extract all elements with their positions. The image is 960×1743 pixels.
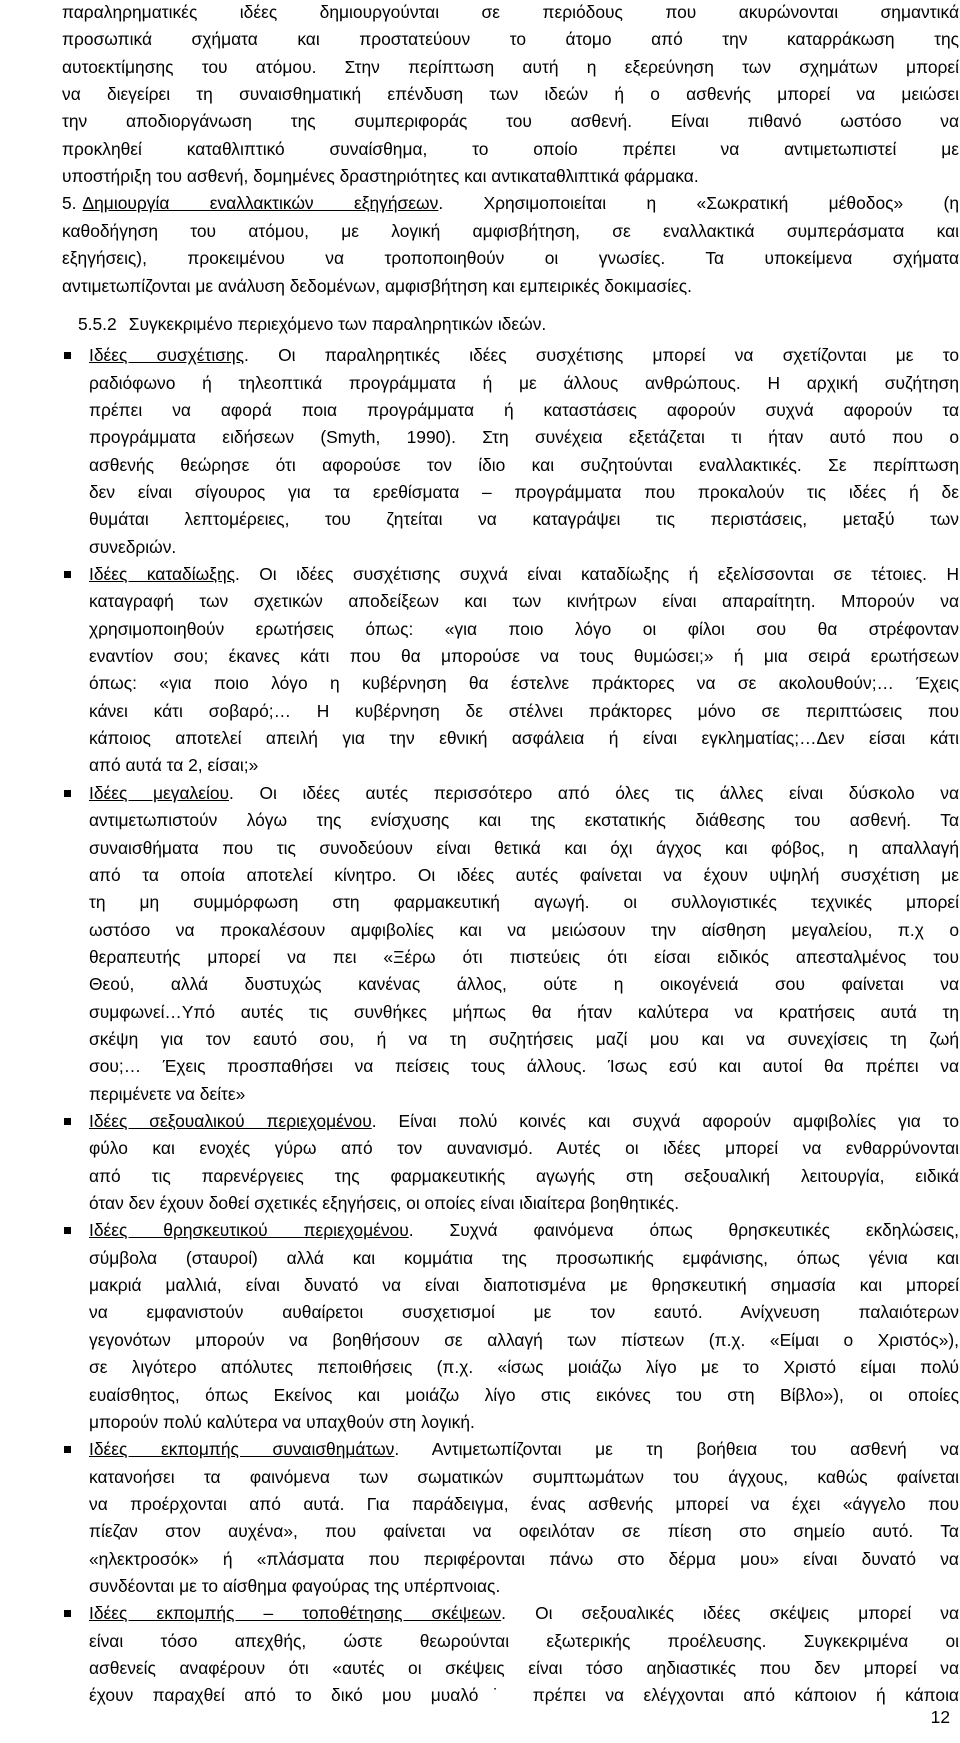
bullet-text-line (89, 1247, 959, 1269)
line-text: πίεζαν στον αυχένα», που φαίνεται να οφειλόταν σε πίεση στο σημείο αυτό. Τα (89, 1521, 959, 1542)
line-text: θυμάται λεπτομέρειες, του ζητείται να καταγράψει τις περιστάσεις, μεταξύ των (89, 509, 959, 530)
line-text: πρέπει να αφορά ποια προγράμματα ή καταστάσεις αφορούν συχνά αφορούν τα (89, 399, 959, 420)
bullet-text-line (89, 837, 959, 859)
line-text: . Οι ιδέες αυτές περισσότερο από όλες τις άλλες είναι δύσκολο να (229, 782, 959, 803)
line-text: προγράμματα ειδήσεων (Smyth, 1990). Στη συνέχεια εξετάζεται τι ήταν αυτό που ο (89, 427, 959, 448)
line-text: συναισθήματα που τις συνοδεύουν είναι θετικά και όχι άγχος και φόβος, η απαλλαγή (89, 837, 959, 858)
line-text: ευαίσθητος, όπως Εκείνος και μοιάζω λίγο στις εικόνες του στη Βίβλο»), οι οποίες (89, 1384, 959, 1405)
bullet-text-line (89, 1028, 959, 1050)
bullet-square-icon (64, 790, 71, 797)
line-text: ραδιόφωνο ή τηλεοπτικά προγράμματα ή με άλλους ανθρώπους. Η αρχική συζήτηση (89, 372, 959, 393)
bullet-term: Ιδέες σεξουαλικού περιεχομένου (89, 1111, 372, 1131)
line-text: φύλο και ενοχές γύρω από τον αυνανισμό. Αυτές οι ιδέες μπορεί να ενθαρρύνονται (89, 1138, 959, 1159)
bullet-text-line (89, 426, 959, 448)
bullet-text-line (89, 809, 959, 831)
line-text: από τις παρενέργειες της φαρμακευτικής αγωγής στη σεξουαλική λειτουργία, ειδικά (89, 1165, 959, 1186)
bullet-text-line (89, 590, 959, 612)
bullet-item-line (89, 1110, 959, 1132)
bullet-text-line (89, 1165, 959, 1187)
bullet-text-line (89, 891, 959, 913)
bullet-text-line (89, 672, 959, 694)
line-text: καταγραφή των σχετικών αποδείξεων και των κινήτρων είναι απαραίτητη. Μπορούν να (89, 591, 959, 612)
line-text: συνδέονται με το αίσθημα φαγούρας της υπέρπνοιας. (89, 1575, 501, 1596)
bullet-text-line (89, 754, 959, 776)
line-text: ασθενής θεώρησε ότι αφορούσε τον ίδιο και συζητούνται εναλλακτικές. Σε περίπτωση (89, 454, 959, 475)
bullet-text-line (89, 1001, 959, 1023)
bullet-text-line (89, 919, 959, 941)
bullet-text-line (89, 372, 959, 394)
line-text: την αποδιοργάνωση της συμπεριφοράς του ασθενή. Είναι πιθανό ωστόσο να (62, 111, 959, 132)
paragraph-line (62, 275, 959, 297)
bullet-text-line (89, 618, 959, 640)
bullet-text-line (89, 536, 959, 558)
line-text: καθοδήγηση του ατόμου, με λογική αμφισβήτηση, σε εναλλακτικά συμπεράσματα και (62, 220, 959, 241)
line-text: εξηγήσεις), προκειμένου να τροποποιηθούν οι γνωσίες. Τα υποκείμενα σχήματα (62, 248, 959, 269)
line-text: μακριά μαλλιά, είναι δυνατό να είναι διαποτισμένα με θρησκευτική σημασία και μπορεί (89, 1275, 959, 1296)
line-text: όταν δεν έχουν δοθεί σχετικές εξηγήσεις, οι οποίες είναι ιδιαίτερα βοηθητικές. (89, 1193, 680, 1214)
bullet-text-line (89, 1192, 959, 1214)
line-text: . Αντιμετωπίζονται με τη βοήθεια του ασθενή να (394, 1439, 960, 1460)
line-text: σύμβολα (σταυροί) αλλά και κομμάτια της προσωπικής εμφάνισης, όπως γένια και (89, 1247, 959, 1268)
bullet-text-line (89, 399, 959, 421)
paragraph-line (62, 110, 959, 132)
line-text: να προέρχονται από αυτά. Για παράδειγμα, ένας ασθενής μπορεί να έχει «άγγελο που (89, 1493, 959, 1514)
line-text: έχουν παραχθεί από το δικό μου μυαλό˙ πρέπει να ελέγχονται από κάποιον ή κάποια (89, 1685, 959, 1706)
bullet-text-line (89, 973, 959, 995)
line-text: σου;… Έχεις προσπαθήσει να πείσεις τους άλλους. Ίσως εσύ και αυτοί θα πρέπει να (89, 1056, 959, 1077)
line-text: κάνει κάτι σοβαρό;… Η κυβέρνηση δε στέλνει πράκτορες μόνο σε περιπτώσεις που (89, 700, 959, 721)
line-text: . Συχνά φαινόμενα όπως θρησκευτικές εκδηλώσεις, (408, 1220, 960, 1241)
bullet-text-line (89, 1411, 959, 1433)
bullet-text-line (89, 481, 959, 503)
bullet-text-line (89, 454, 959, 476)
line-text: προσωπικά σχήματα και προστατεύουν το άτομο από την καταρράκωση της (62, 29, 959, 50)
bullet-text-line (89, 1083, 959, 1105)
bullet-square-icon (64, 571, 71, 578)
paragraph-line (62, 220, 959, 242)
line-text: δεν είναι σίγουρος για τα ερεθίσματα – προγράμματα που προκαλούν τις ιδέες ή δε (89, 481, 959, 502)
bullet-text-line (89, 1520, 959, 1542)
line-text: να εμφανιστούν αυθαίρετοι συσχετισμοί με τον εαυτό. Ανίχνευση παλαιότερων (89, 1302, 959, 1323)
bullet-square-icon (64, 1118, 71, 1125)
line-text: αντιμετωπιστούν λόγω της ενίσχυσης και της εκστατικής διάθεσης του ασθενή. Τα (89, 810, 959, 831)
bullet-square-icon (64, 1610, 71, 1617)
bullet-text-line (89, 508, 959, 530)
paragraph-line (62, 1, 959, 23)
line-text: . Οι σεξουαλικές ιδέες σκέψεις μπορεί να (501, 1603, 960, 1624)
bullet-text-line (89, 1466, 959, 1488)
bullet-text-line (89, 1630, 959, 1652)
line-text: Θεού, αλλά δυστυχώς κανένας άλλος, ούτε η οικογένειά σου φαίνεται να (89, 974, 959, 995)
line-text: αντιμετωπίζονται με ανάλυση δεδομένων, αμφισβήτηση και εμπειρικές δοκιμασίες. (62, 275, 692, 296)
line-text: . Οι ιδέες συσχέτισης συχνά είναι καταδίωξης ή εξελίσσονται σε τέτοιες. Η (235, 564, 959, 584)
paragraph-line (62, 247, 959, 269)
bullet-text-line (89, 1329, 959, 1351)
bullet-text-line (89, 1684, 959, 1706)
bullet-term: Ιδέες συσχέτισης (89, 345, 245, 366)
line-text: σκέψη για τον εαυτό σου, ή να τη συζητήσεις μαζί μου και να συνεχίσεις τη ζωή (89, 1028, 959, 1049)
bullet-term: Ιδέες μεγαλείου (89, 782, 230, 803)
bullet-item-line (89, 1602, 959, 1624)
line-text: κάποιος αποτελεί απειλή για την εθνική ασφάλεια ή είναι εγκληματίας;…Δεν είσαι κάτι (89, 728, 959, 749)
bullet-item-line (89, 1219, 959, 1241)
bullet-square-icon (64, 352, 71, 359)
bullet-item-line (89, 563, 959, 585)
bullet-text-line (89, 700, 959, 722)
bullet-text-line (89, 1301, 959, 1323)
bullet-term: Ιδέες θρησκευτικού περιεχομένου (89, 1220, 409, 1241)
numbered-item-line (62, 192, 959, 214)
section-title: Συγκεκριμένο περιεχόμενο των παραληρητικών ιδεών. (128, 313, 547, 334)
bullet-text-line (89, 1055, 959, 1077)
line-text: προκληθεί καταθλιπτικό συναίσθημα, το οποίο πρέπει να αντιμετωπιστεί με (62, 138, 959, 159)
bullet-square-icon (64, 1227, 71, 1234)
paragraph-line (62, 56, 959, 78)
line-text: να διεγείρει τη συναισθηματική επένδυση των ιδεών ή ο ασθενής μπορεί να μειώσει (62, 84, 959, 105)
line-text: ασθενείς αναφέρουν ότι «αυτές οι σκέψεις είναι τόσο αηδιαστικές που δεν μπορεί να (89, 1658, 959, 1678)
line-text: τη μη συμμόρφωση στη φαρμακευτική αγωγή. οι συλλογιστικές τεχνικές μπορεί (89, 892, 959, 913)
bullet-term: Ιδέες καταδίωξης (89, 564, 236, 584)
line-text: «ηλεκτροσόκ» ή «πλάσματα που περιφέρονται πάνω στο δέρμα μου» είναι δυνατό να (89, 1548, 959, 1569)
bullet-text-line (89, 1548, 959, 1570)
page-number: 12 (930, 1707, 950, 1727)
line-text: σε λιγότερο απόλυτες πεποιθήσεις (π.χ. «ίσως μοιάζω λίγο με το Χριστό είμαι πολύ (89, 1357, 959, 1378)
bullet-term: Ιδέες εκπομπής συναισθημάτων (89, 1439, 395, 1460)
paragraph-line (62, 28, 959, 50)
bullet-text-line (89, 1575, 959, 1597)
paragraph-line (62, 165, 959, 187)
bullet-text-line (89, 727, 959, 749)
bullet-item-line (89, 1438, 959, 1460)
line-text: θεραπευτής μπορεί να πει «Ξέρω ότι πιστεύεις ότι είσαι ειδικός απεσταλμένος του (89, 946, 959, 967)
line-text: . Οι παραληρητικές ιδέες συσχέτισης μπορεί να σχετίζονται με το (244, 345, 960, 366)
bullet-square-icon (64, 1446, 71, 1453)
line-text: είναι τόσο απεχθής, ώστε θεωρούνται εξωτερικής προέλευσης. Συγκεκριμένα οι (89, 1630, 959, 1651)
bullet-text-line (89, 946, 959, 968)
line-text: αυτοεκτίμησης του ατόμου. Στην περίπτωση αυτή η εξερεύνηση των σχημάτων μπορεί (62, 56, 959, 77)
line-text: παραληρηματικές ιδέες δημιουργούνται σε περιόδους που ακυρώνονται σημαντικά (62, 2, 959, 22)
line-text: όπως: «για ποιο λόγο η κυβέρνηση θα έστελνε πράκτορες να σε ακολουθούν;… Έχεις (89, 673, 959, 694)
section-heading (78, 313, 959, 335)
line-text: περιμένετε να δείτε» (89, 1083, 246, 1104)
section-number: 5.5.2 (78, 313, 117, 334)
line-text: από τα οποία αποτελεί κίνητρο. Οι ιδέες αυτές φαίνεται να έχουν υψηλή συσχέτιση με (89, 864, 959, 885)
bullet-text-line (89, 864, 959, 886)
item-heading: Δημιουργία εναλλακτικών εξηγήσεων (82, 193, 439, 214)
line-text: μπορούν πολύ καλύτερα να υπαχθούν στη λογική. (89, 1411, 475, 1432)
line-text: συνεδριών. (89, 536, 177, 557)
bullet-text-line (89, 1657, 959, 1679)
line-text: . Είναι πολύ κοινές και συχνά αφορούν αμφιβολίες για το (371, 1111, 960, 1131)
bullet-item-line (89, 344, 959, 366)
line-text: εναντίον σου; έκανες κάτι που θα μπορούσε να τους θυμώσει;» ή μια σειρά ερωτήσεων (89, 646, 959, 667)
line-text: συμφωνεί…Υπό αυτές τις συνθήκες μήπως θα ήταν καλύτερα να κρατήσεις αυτά τη (89, 1001, 959, 1022)
line-text: υποστήριξη του ασθενή, δομημένες δραστηριότητες και αντικαταθλιπτικά φάρμακα. (62, 166, 699, 187)
line-text: ωστόσο να προκαλέσουν αμφιβολίες και να μειώσουν την αίσθηση μεγαλείου, π.χ ο (89, 919, 959, 940)
bullet-text-line (89, 645, 959, 667)
bullet-text-line (89, 1384, 959, 1406)
bullet-term: Ιδέες εκπομπής – τοποθέτησης σκέψεων (89, 1603, 502, 1624)
bullet-text-line (89, 1274, 959, 1296)
line-text: από αυτά τα 2, είσαι;» (89, 755, 259, 776)
bullet-text-line (89, 1493, 959, 1515)
line-text: χρησιμοποιηθούν ερωτήσεις όπως: «για ποιο λόγο οι φίλοι σου θα στρέφονταν (89, 618, 959, 639)
bullet-text-line (89, 1356, 959, 1378)
paragraph-line (62, 138, 959, 160)
bullet-text-line (89, 1137, 959, 1159)
bullet-item-line (89, 782, 959, 804)
line-text: γεγονότων μπορούν να βοηθήσουν σε αλλαγή των πίστεων (π.χ. «Είμαι ο Χριστός»), (89, 1329, 959, 1350)
item-number: 5. (62, 193, 77, 214)
paragraph-line (62, 83, 959, 105)
line-text: . Χρησιμοποιείται η «Σωκρατική μέθοδος» (η (438, 193, 959, 214)
line-text: κατανοήσει τα φαινόμενα των σωματικών συμπτωμάτων του άγχους, καθώς φαίνεται (89, 1466, 959, 1487)
